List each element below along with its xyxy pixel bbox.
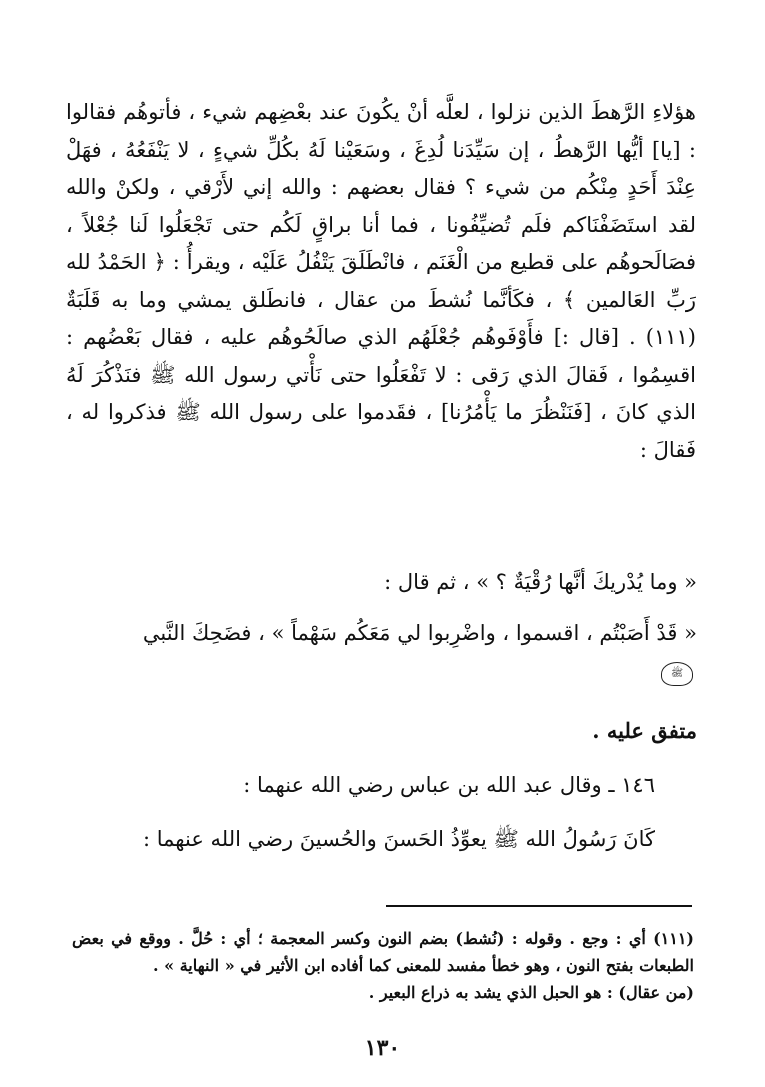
body-paragraph: هؤلاءِ الرَّهطَ الذين نزلوا ، لعلَّه أنْ يكُونَ عند بعْضِهم شيء ، فأتوهُم فقالوا : [يا] أيُّها الرَّهطُ ، إن سَيِّدَنا لُدِغَ ، وسَعَيْنا لَهُ بكُلِّ شيءٍ ، لا يَنْفَعُهُ ، فهَلْ عِنْدَ أَحَدٍ مِنْكُم من شيء ؟ فقال بعضهم : والله إني لأَرْقي ، ولكنْ والله لقد استَضَفْنَاكم فلَم تُضيِّفُونا ، فما أنا براقٍ لَكُم حتى تَجْعَلُوا لَنا جُعْلاً ، فصَالَحوهُم على قطيع من الْغَنَم ، فانْطَلَقَ يَتْفُلُ عَلَيْه ، ويقرأُ : ﴿ الحَمْدُ لله رَبِّ العَالمين ﴾ ، فكَأنَّما نُشطَ من عقال ، فانطَلق يمشي وما به قَلَبَةٌ (١١١) . [قال :] فأَوْفَوهُم جُعْلَهُم الذي صالَحُوهُم عليه ، فقال بَعْضُهم : اقسِمُوا ، فَقالَ الذي رَقى : لا تَفْعَلُوا حتى نَأْتي رسول الله ﷺ فنَذْكُرَ لَهُ الذي كانَ ، [فَنَنْظُرَ ما يَأْمُرُنا] ، فقَدموا على رسول الله ﷺ فذكروا له ، فَقالَ :	[66, 100, 696, 462]
salutation-seal-icon: ﷺ	[661, 662, 693, 686]
salutation-seal-line	[661, 662, 693, 686]
agreed-upon-note: متفق عليه .	[592, 718, 697, 743]
prophet-quote-1: « وما يُدْريكَ أنَّها رُقْيَةٌ ؟ » ، ثم قال :	[384, 570, 697, 594]
hadith-146-heading: ١٤٦ ـ وقال عبد الله بن عباس رضي الله عنهما :	[243, 773, 655, 797]
hadith-body-text	[66, 94, 696, 469]
footnote-aqal: (من عقال) : هو الحبل الذي يشد به ذراع البعير .	[368, 983, 694, 1002]
footnote-divider	[386, 905, 692, 907]
prophet-quote-2: « قَدْ أَصَبْتُم ، اقسموا ، واضْرِبوا لي مَعَكُم سَهْماً » ، فضَحِكَ النَّبي	[142, 621, 697, 645]
page-number: ١٣٠	[364, 1035, 401, 1061]
footnotes	[72, 925, 694, 1006]
footnote-111: (١١١) أي : وجع . وقوله : (نُشط) بضم النون وكسر المعجمة ؛ أي : حُلَّ . ووقع في بعض الطبعات بفتح النون ، وهو خطأ مفسد للمعنى كما أفاده ابن الأثير في « النهاية » .	[72, 929, 694, 975]
hadith-146-text: كَانَ رَسُولُ الله ﷺ يعوِّذُ الحَسنَ والحُسينَ رضي الله عنهما :	[143, 827, 655, 851]
